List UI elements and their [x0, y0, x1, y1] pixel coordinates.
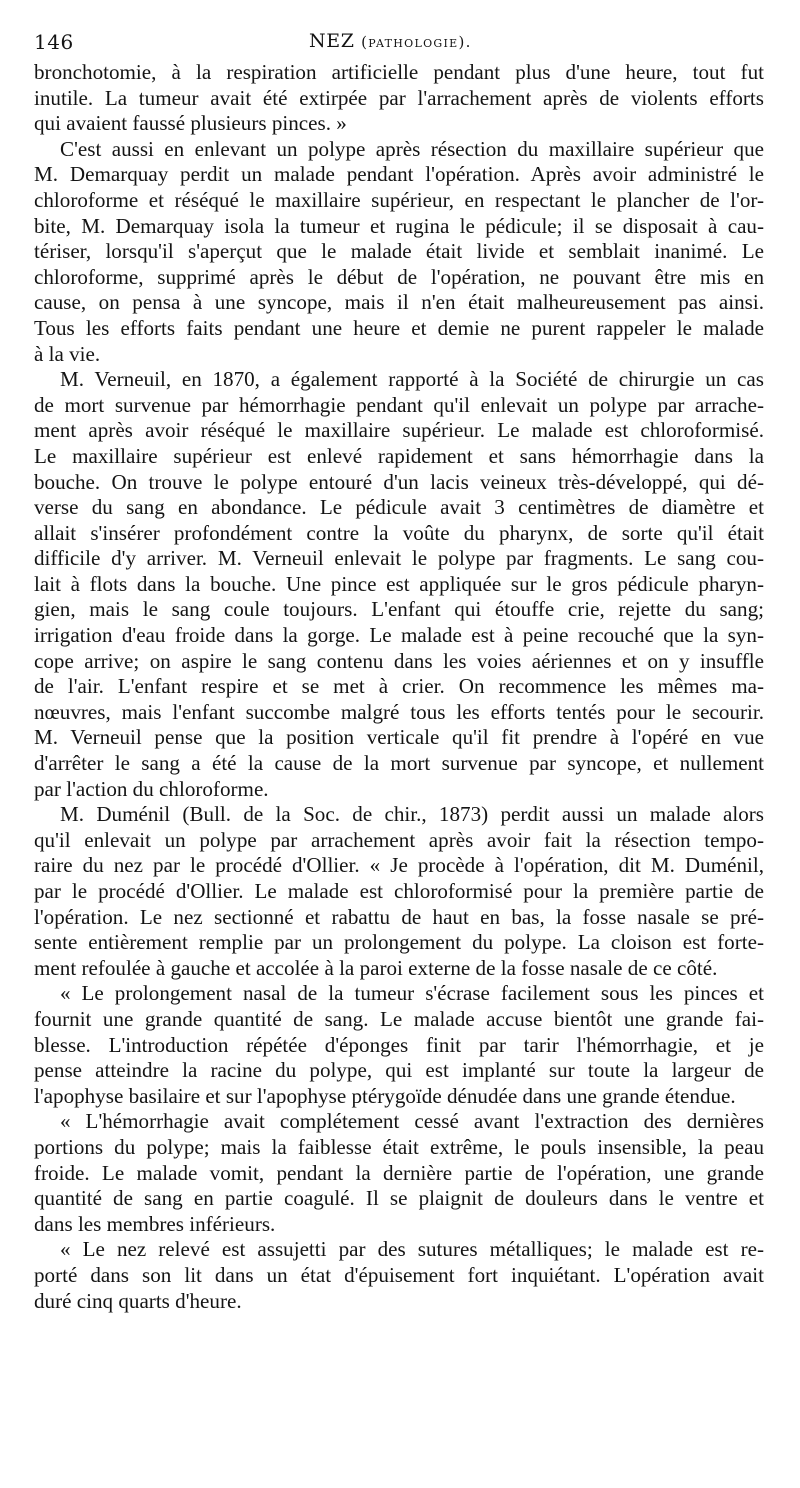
- text-line: « Le nez relevé est assujetti par des sutures métalliques; le malade est re-: [60, 1237, 764, 1262]
- text-line: « Le prolongement nasal de la tumeur s'écrase facilement sous les pinces et: [60, 981, 764, 1006]
- text-line: par l'action du chloroforme.: [34, 776, 269, 801]
- text-line: bite, M. Demarquay isola la tumeur et rugina le pédicule; il se disposait à cau-: [34, 213, 764, 238]
- text-line: froide. Le malade vomit, pendant la dernière partie de l'opération, une grande: [34, 1160, 764, 1185]
- text-line: M. Verneuil pense que la position verticale qu'il fit prendre à l'opéré en vue: [34, 725, 764, 750]
- text-line: « L'hémorrhagie avait complétement cessé avant l'extraction des dernières: [60, 1109, 764, 1134]
- text-line: allait s'insérer profondément contre la voûte du pharynx, de sorte qu'il était: [34, 520, 764, 545]
- text-line: M. Verneuil, en 1870, a également rapporté à la Société de chirurgie un cas: [60, 367, 764, 392]
- text-line: pense atteindre la racine du polype, qui est implanté sur toute la largeur de: [34, 1058, 764, 1083]
- text-line: qu'il enlevait un polype par arrachement après avoir fait la résection tempo-: [34, 827, 764, 852]
- text-line: fournit une grande quantité de sang. Le malade accuse bientôt une grande fai-: [34, 1006, 764, 1031]
- running-title-main: NEZ: [309, 30, 355, 52]
- text-line: de l'air. L'enfant respire et se met à crier. On recommence les mêmes ma-: [34, 674, 764, 699]
- text-line: C'est aussi en enlevant un polype après résection du maxillaire supérieur que: [60, 136, 764, 161]
- text-line: cause, on pensa à une syncope, mais il n'en était malheureusement pas ainsi.: [34, 290, 764, 315]
- paragraph: [34, 367, 764, 802]
- text-line: ment après avoir réséqué le maxillaire supérieur. Le malade est chloroformisé.: [34, 418, 764, 443]
- text-line: l'opération. Le nez sectionné et rabattu de haut en bas, la fosse nasale se pré-: [34, 904, 764, 929]
- text-line: chloroforme et réséqué le maxillaire supérieur, en respectant le plancher de l'or-: [34, 187, 764, 212]
- text-line: de mort survenue par hémorrhagie pendant qu'il enlevait un polype par arrache-: [34, 392, 764, 417]
- text-line: qui avaient faussé plusieurs pinces. »: [34, 111, 347, 136]
- text-line: irrigation d'eau froide dans la gorge. Le malade est à peine recouché que la syn-: [34, 623, 764, 648]
- text-line: par le procédé d'Ollier. Le malade est chloroformisé pour la première partie de: [34, 879, 764, 903]
- text-line: porté dans son lit dans un état d'épuisement fort inquiétant. L'opération avait: [34, 1262, 764, 1287]
- paragraph: [34, 1237, 764, 1314]
- text-line: verse du sang en abondance. Le pédicule avait 3 centimètres de diamètre et: [34, 495, 764, 520]
- text-line: sente entièrement remplie par un prolongement du polype. La cloison est forte-: [34, 930, 764, 955]
- paragraph: [34, 60, 764, 137]
- text-line: blesse. L'introduction répétée d'éponges finit par tarir l'hémorrhagie, et je: [34, 1032, 764, 1057]
- paragraph: [34, 981, 764, 1109]
- body-text: [34, 60, 764, 1314]
- text-line: chloroforme, supprimé après le début de l'opération, ne pouvant être mis en: [34, 264, 764, 289]
- paragraph: [34, 802, 764, 981]
- text-line: gien, mais le sang coule toujours. L'enfant qui étouffe crie, rejette du sang;: [34, 597, 764, 622]
- text-line: d'arrêter le sang a été la cause de la mort survenue par syncope, et nullement: [34, 751, 764, 776]
- text-line: cope arrive; on aspire le sang contenu dans les voies aériennes et on y insuffle: [34, 648, 764, 673]
- text-line: Le maxillaire supérieur est enlevé rapidement et sans hémorrhagie dans la: [34, 443, 764, 468]
- text-line: M. Duménil (Bull. de la Soc. de chir., 1873) perdit aussi un malade alors: [60, 802, 764, 827]
- text-line: inutile. La tumeur avait été extirpée par l'arrachement après de violents efforts: [34, 85, 764, 110]
- book-page: [34, 24, 764, 1314]
- text-line: à la vie.: [34, 341, 101, 366]
- paragraph: [34, 137, 764, 367]
- text-line: ment refoulée à gauche et accolée à la paroi externe de la fosse nasale de ce côté.: [34, 955, 718, 980]
- page-number: 146: [34, 30, 74, 54]
- text-line: M. Demarquay perdit un malade pendant l'opération. Après avoir administré le: [34, 162, 764, 187]
- text-line: nœuvres, mais l'enfant succombe malgré tous les efforts tentés pour le secourir.: [34, 699, 764, 724]
- running-title-sub: (pathologie).: [361, 33, 472, 51]
- text-line: difficile d'y arriver. M. Verneuil enlevait le polype par fragments. Le sang cou-: [34, 546, 764, 571]
- running-title: [309, 30, 472, 52]
- text-line: lait à flots dans la bouche. Une pince est appliquée sur le gros pédicule pharyn-: [34, 571, 764, 596]
- paragraph: [34, 1109, 764, 1237]
- text-line: bouche. On trouve le polype entouré d'un lacis veineux très-développé, qui dé-: [34, 469, 764, 494]
- text-line: l'apophyse basilaire et sur l'apophyse ptérygoïde dénudée dans une grande étendue.: [34, 1083, 736, 1108]
- text-line: bronchotomie, à la respiration artificielle pendant plus d'une heure, tout fut: [34, 60, 764, 84]
- text-line: raire du nez par le procédé d'Ollier. « Je procède à l'opération, dit M. Duménil,: [34, 853, 764, 878]
- text-line: Tous les efforts faits pendant une heure et demie ne purent rappeler le malade: [34, 315, 764, 340]
- text-line: portions du polype; mais la faiblesse était extrême, le pouls insensible, la peau: [34, 1134, 764, 1159]
- running-header: [34, 24, 764, 60]
- text-line: tériser, lorsqu'il s'aperçut que le malade était livide et semblait inanimé. Le: [34, 239, 764, 264]
- text-line: quantité de sang en partie coagulé. Il se plaignit de douleurs dans le ventre et: [34, 1186, 764, 1211]
- text-line: dans les membres inférieurs.: [34, 1211, 276, 1236]
- text-line: duré cinq quarts d'heure.: [34, 1288, 242, 1313]
